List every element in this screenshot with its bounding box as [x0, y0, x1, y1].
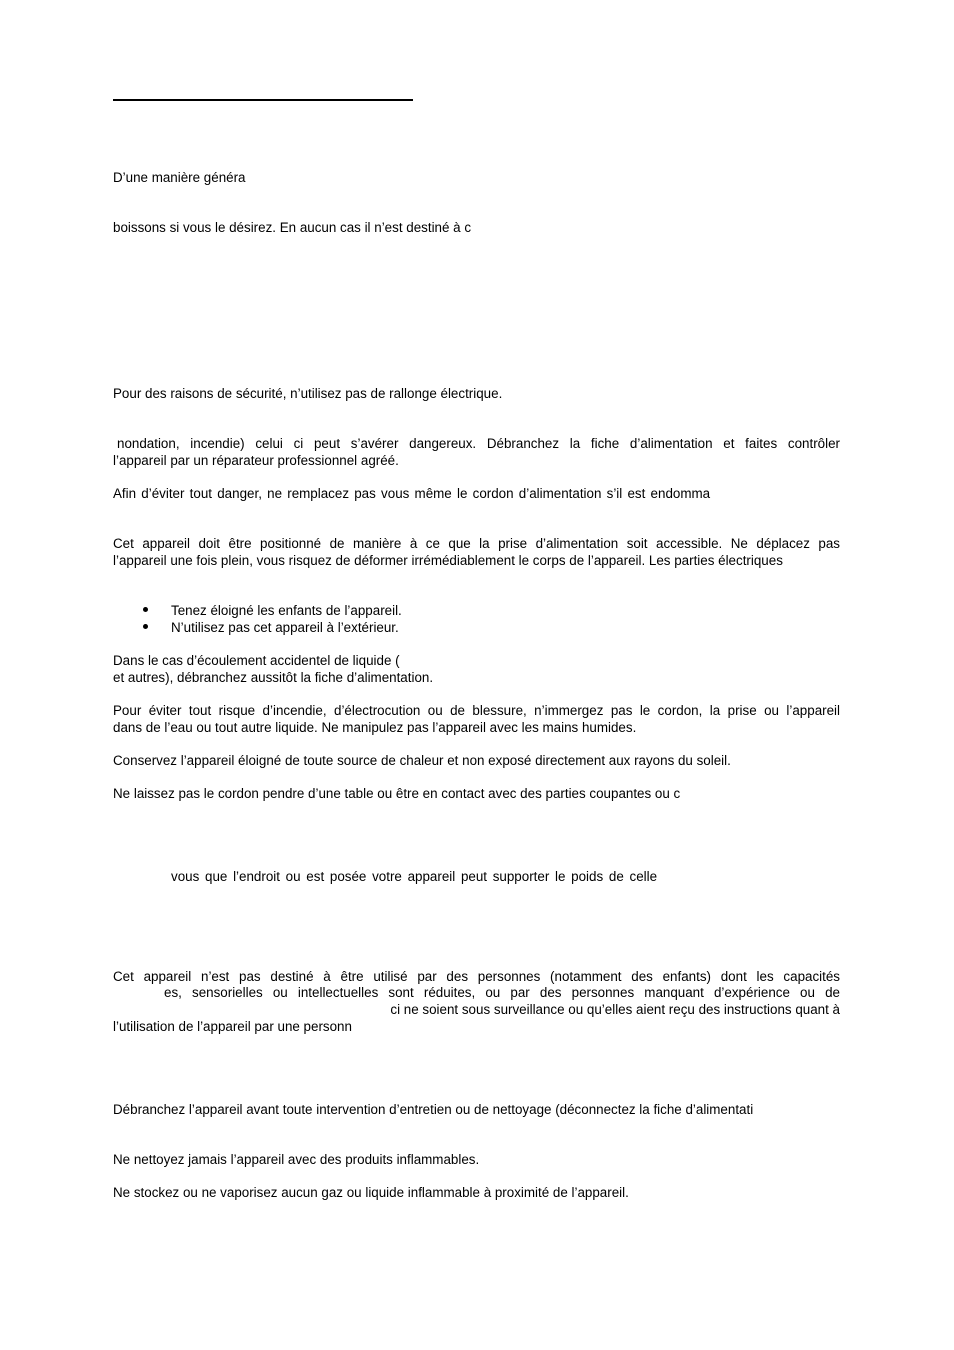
text-line-immerse-2: dans de l’eau ou tout autre liquide. Ne manipulez pas l’appareil avec les mains humides.: [113, 720, 637, 735]
text-line-unplug: Débranchez l’appareil avant toute intervention d’entretien ou de nettoyage (déconnectez la fiche d’alimentati: [113, 1102, 754, 1117]
bullet-item-children: Tenez éloigné les enfants de l’appareil.: [171, 603, 402, 618]
text-line-heat: Conservez l’appareil éloigné de toute source de chaleur et non exposé directement aux rayons du soleil.: [113, 753, 731, 768]
text-line-weight: vous que l’endroit ou est posée votre appareil peut supporter le poids de celle: [171, 869, 658, 884]
text-line-flammable-store: Ne stockez ou ne vaporisez aucun gaz ou liquide inflammable à proximité de l’appareil.: [113, 1185, 629, 1200]
text-line-damage-1: nondation, incendie) celui ci peut s’avérer dangereux. Débranchez la fiche d’alimentation et faites contrôler: [117, 436, 840, 451]
text-line-persons-2: es, sensorielles ou intellectuelles sont réduites, ou par des personnes manquant d’expérience ou de: [164, 985, 840, 1000]
text-line-cord-replace: Afin d’éviter tout danger, ne remplacez pas vous même le cordon d’alimentation s’il est endomma: [113, 486, 711, 501]
text-line-intro: D’une manière généra: [113, 170, 246, 185]
text-line-spill-2: et autres), débranchez aussitôt la fiche d’alimentation.: [113, 670, 434, 685]
bullet-dot: [143, 624, 148, 629]
bullet-item-outdoor: N’utilisez pas cet appareil à l’extérieur.: [171, 620, 399, 635]
text-line-persons-1: Cet appareil n’est pas destiné à être utilisé par des personnes (notamment des enfants) dont les capacités: [113, 969, 840, 984]
text-line-damage-2: l’appareil par un réparateur professionnel agréé.: [113, 453, 399, 468]
text-line-position-2: l’appareil une fois plein, vous risquez de déformer irrémédiablement le corps de l’appareil. Les parties électriques: [113, 553, 783, 568]
text-line-extension-cord: Pour des raisons de sécurité, n’utilisez pas de rallonge électrique.: [113, 386, 503, 401]
text-line-persons-3: ci ne soient sous surveillance ou qu’elles aient reçu des instructions quant à: [390, 1002, 840, 1017]
text-line-usage: boissons si vous le désirez. En aucun cas il n’est destiné à c: [113, 220, 472, 235]
text-line-spill-1: Dans le cas d’écoulement accidentel de liquide (: [113, 653, 400, 668]
text-line-cord-hang: Ne laissez pas le cordon pendre d’une table ou être en contact avec des parties coupantes ou c: [113, 786, 681, 801]
text-line-immerse-1: Pour éviter tout risque d’incendie, d’électrocution ou de blessure, n’immergez pas le cordon, la prise ou l’appareil: [113, 703, 840, 718]
bullet-dot: [143, 607, 148, 612]
heading-underline: [113, 99, 413, 101]
text-line-persons-4: l’utilisation de l’appareil par une personn: [113, 1019, 352, 1034]
text-line-flammable-clean: Ne nettoyez jamais l’appareil avec des produits inflammables.: [113, 1152, 480, 1167]
text-line-position-1: Cet appareil doit être positionné de manière à ce que la prise d’alimentation soit accessible. Ne déplacez pas: [113, 536, 840, 551]
